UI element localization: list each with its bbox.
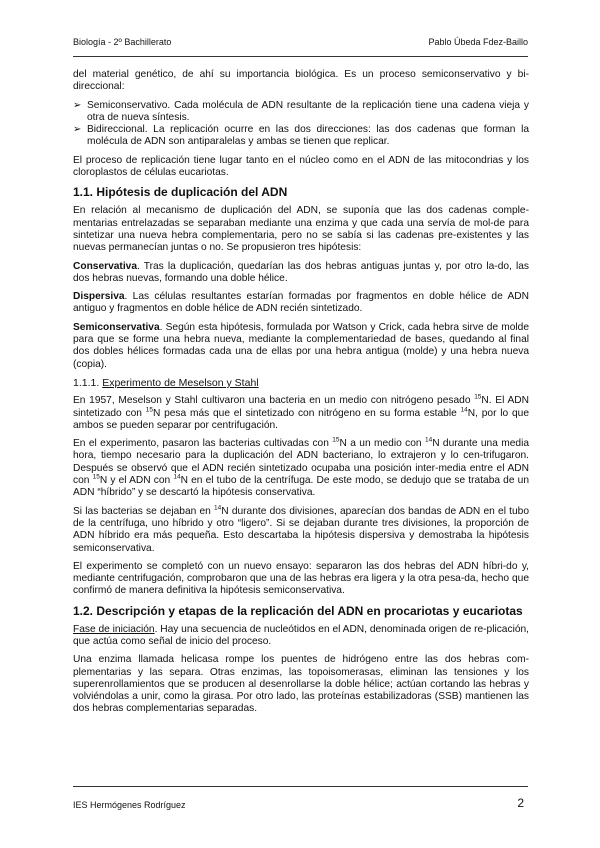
helicasa-paragraph: Una enzima llamada helicasa rompe los puentes de hidrógeno entre las dos hebras com-plementarias y las separa. Otras enzimas, las topoisomerasas, eliminan las tensiones y los superenrollamientos que se producen al desenrollarse la doble hélice; actúan cortando las hebras y volviéndolas a unir, como la girasa. Por otro lado, las proteínas estabilizadoras (SSB) mantienen las dos hebras complementarias separadas. xyxy=(73,654,529,715)
hypothesis-conservativa xyxy=(73,261,529,286)
page-number: 2 xyxy=(517,796,524,810)
text-run: En 1957, Meselson y Stahl cultivaron una bacteria en un medio con nitrógeno pesado xyxy=(73,395,475,407)
subsection-title: Experimento de Meselson y Stahl xyxy=(102,376,259,389)
isotope-superscript: 15 xyxy=(332,436,340,444)
subsection-1-1-1-heading xyxy=(73,377,529,389)
semiconservativa-text: . Según esta hipótesis, formulada por Watson y Crick, cada hebra sirve de molde para que se forme una hebra nueva, mediante la complementariedad de bases, quedando al final dos dobles hélices formadas cada una de ellas por una hebra antigua (molde) y una hebra nueva (copia). xyxy=(73,321,529,370)
dispersiva-text: . Las células resultantes estarían formadas por fragmentos en doble hélice de ADN antiguo y fragmentos en doble hélice de ADN recién sintetizado. xyxy=(73,291,529,315)
list-item xyxy=(73,124,529,149)
meselson-paragraph-1 xyxy=(73,395,529,432)
initiation-paragraph xyxy=(73,624,529,649)
text-run: N, por lo que ambos se pueden separar por centrifugación. xyxy=(73,407,529,431)
page-body xyxy=(73,69,529,722)
term-conservativa: Conservativa xyxy=(73,260,137,272)
header-course: Biología - 2º Bachillerato xyxy=(73,37,172,47)
phase-text: . Hay una secuencia de nucleótidos en el ADN, denominada origen de re-plicación, que actúa como señal de inicio del proceso. xyxy=(73,623,529,647)
text-run: N durante una media hora, tiempo necesario para la duplicación del ADN bacteriano, lo extrajeron y lo cen-trifugaron. Después se observó que el ADN recién sintetizado ocupaba una posición inter-media entre el ADN con xyxy=(73,438,529,487)
section-1-1-heading: 1.1. Hipótesis de duplicación del ADN xyxy=(73,185,288,200)
meselson-paragraph-3 xyxy=(73,506,529,555)
isotope-superscript: 15 xyxy=(92,473,100,481)
text-run: N a un medio con xyxy=(339,438,425,450)
header-author: Pablo Úbeda Fdez-Baillo xyxy=(428,37,528,47)
hypothesis-semiconservativa xyxy=(73,322,529,371)
subsection-number: 1.1.1. xyxy=(73,376,103,389)
section-1-2-heading: 1.2. Descripción y etapas de la replicación del ADN en procariotas y eucariotas xyxy=(73,603,523,618)
intro-paragraph: del material genético, de ahí su importancia biológica. Es un proceso semiconservativo y bi-direccional: xyxy=(73,69,529,93)
header-rule xyxy=(73,56,528,57)
meselson-paragraph-2 xyxy=(73,438,529,499)
text-run: Si las bacterias se dejaban en xyxy=(73,505,215,517)
term-dispersiva: Dispersiva xyxy=(73,291,125,303)
replication-properties-list xyxy=(73,100,529,149)
page-header xyxy=(73,37,528,51)
isotope-superscript: 14 xyxy=(214,504,222,512)
text-run: En el experimento, pasaron las bacterias cultivadas con xyxy=(73,438,333,450)
text-run: N en el tubo de la centrífuga. De este modo, se dedujo que se trataba de un ADN “híbrido” y se descartó la hipótesis conservativa. xyxy=(73,475,529,499)
hypothesis-dispersiva xyxy=(73,291,529,316)
list-item xyxy=(73,100,529,125)
conservativa-text: . Tras la duplicación, quedarían las dos hebras antiguas juntas y, por otro la-do, las dos hebras nuevas, formando una doble hélice. xyxy=(73,260,529,284)
footer-school: IES Hermógenes Rodríguez xyxy=(73,800,186,810)
isotope-superscript: 15 xyxy=(474,393,482,401)
isotope-superscript: 14 xyxy=(460,406,468,414)
arrowhead-bullet-icon: ➢ xyxy=(73,99,82,111)
arrowhead-bullet-icon: ➢ xyxy=(73,124,82,136)
text-run: N durante dos divisiones, aparecían dos bandas de ADN en el tubo de la centrífuga, uno híbrido y otro “ligero”. Si se dejaban durante tres divisiones, la proporción de ADN híbrido era más pequeña. Esto descartaba la hipótesis dispersiva y demostraba la hipótesis semiconservativa. xyxy=(73,505,530,554)
text-run: N pesa más que el sintetizado con nitrógeno en su forma estable xyxy=(152,407,461,419)
hypotheses-intro: En relación al mecanismo de duplicación del ADN, se suponía que las dos cadenas comple-mentarias entrelazadas se separaban mediante una enzima y que cada una servía de mol-de para sintetizar una nueva hebra complementaria, pero no se sabía si las cadenas pre-existentes y las nuevas permanecían juntas o no. Se propusieron tres hipótesis: xyxy=(73,205,529,254)
text-run: N. El ADN sintetizado con xyxy=(73,395,530,419)
isotope-superscript: 14 xyxy=(424,436,433,444)
meselson-paragraph-4: El experimento se completó con un nuevo ensayo: separaron las dos hebras del ADN híbri-do y, mediante centrifugación, comprobaron que una de las hebras era ligera y la otra pesa-da, hecho que confirmó de manera definitiva la hipótesis semiconservativa. xyxy=(73,560,529,597)
bullet-semiconservativo: Semiconservativo. Cada molécula de ADN resultante de la replicación tiene una cadena vieja y otra de nueva síntesis. xyxy=(87,99,529,123)
term-semiconservativa: Semiconservativa xyxy=(73,321,160,333)
location-paragraph: El proceso de replicación tiene lugar tanto en el núcleo como en el ADN de las mitocondrias y los cloroplastos de células eucariotas. xyxy=(73,154,529,179)
bullet-bidireccional: Bidireccional. La replicación ocurre en las dos direcciones: las dos cadenas que forman la molécula de ADN son antiparalelas y ambas se tienen que replicar. xyxy=(87,124,529,148)
footer-rule xyxy=(73,786,528,787)
phase-label: Fase de iniciación xyxy=(73,623,155,635)
text-run: N y el ADN con xyxy=(99,475,174,487)
isotope-superscript: 14 xyxy=(173,473,181,481)
isotope-superscript: 15 xyxy=(145,406,153,414)
